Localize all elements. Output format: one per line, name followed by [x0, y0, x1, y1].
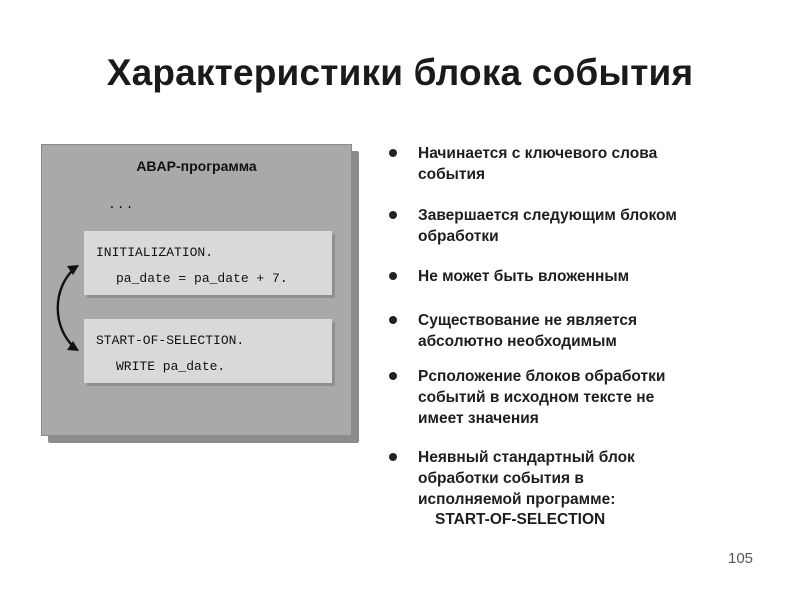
bullet-dot-icon [389, 453, 397, 461]
abap-program-panel [41, 144, 352, 436]
program-title: ABAP-программа [136, 158, 257, 174]
code-line: START-OF-SELECTION. [96, 333, 245, 348]
code-line: WRITE pa_date. [116, 359, 226, 374]
page-number: 105 [728, 550, 754, 567]
bullet-text: Рсположение блоков обработки событий в исходном тексте не имеет значения [418, 368, 666, 427]
code-line: pa_date = pa_date + 7. [116, 271, 288, 286]
bullet-text: Начинается с ключевого слова события [418, 145, 658, 183]
slide-title: Характеристики блока события [106, 52, 694, 93]
bullet-text: Неявный стандартный блок обработки события в исполняемой программе: [418, 449, 635, 508]
bullet-text: Завершается следующим блоком обработки [418, 207, 677, 245]
bullet-dot-icon [389, 272, 397, 280]
bullet-text: Существование не является абсолютно необходимым [418, 312, 638, 350]
bullet-dot-icon [389, 372, 397, 380]
start-of-selection-keyword: START-OF-SELECTION [435, 511, 606, 528]
code-line: INITIALIZATION. [96, 245, 214, 260]
bullet-text: Не может быть вложенным [418, 268, 630, 285]
code-ellipsis: ... [108, 197, 135, 212]
bullet-dot-icon [389, 149, 397, 157]
curved-double-arrow-icon [50, 260, 80, 356]
initialization-block [84, 231, 332, 295]
bullet-dot-icon [389, 211, 397, 219]
start-of-selection-block [84, 319, 332, 383]
bullet-dot-icon [389, 316, 397, 324]
